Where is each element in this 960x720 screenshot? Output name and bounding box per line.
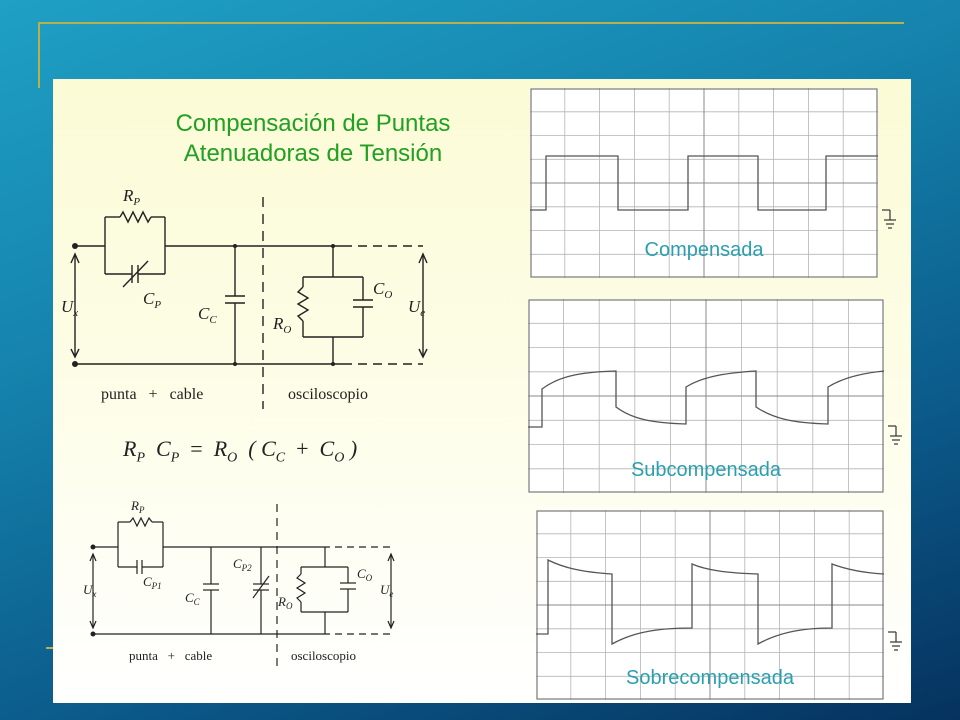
label-cc: $C_C$ — [198, 304, 217, 326]
label-ro: $R_O$ — [273, 314, 292, 336]
circuit-diagram-2 — [73, 494, 413, 674]
label-cp: $C_P$ — [143, 289, 162, 311]
scope-label-compensated: Compensada — [644, 239, 764, 261]
label-probe-cable-2: punta + cable — [129, 648, 213, 663]
label-rp-2: $R_P$ — [131, 498, 145, 515]
label-cp2-2: $C_{P2}$ — [233, 556, 252, 573]
title-line-2: Atenuadoras de Tensión — [183, 140, 443, 167]
title-line-1: Compensación de Puntas — [175, 110, 451, 137]
label-oscilloscope-2: osciloscopio — [291, 648, 356, 663]
label-oscilloscope: osciloscopio — [288, 386, 368, 403]
scope-compensated — [530, 88, 878, 278]
top-accent-line — [38, 22, 904, 24]
left-accent-line — [38, 22, 40, 88]
ground-symbol-1 — [880, 208, 898, 230]
label-co-2: $C_O$ — [357, 566, 373, 583]
slide-title — [53, 109, 573, 169]
label-ro-2: $R_O$ — [278, 594, 293, 611]
label-ux: $U_x$ — [61, 297, 79, 319]
scope-undercompensated — [528, 299, 884, 493]
ground-symbol-3 — [886, 630, 904, 652]
scope-overcompensated — [536, 510, 884, 700]
label-ue-2: $U_e$ — [380, 582, 394, 599]
label-cp1-2: $C_{P1}$ — [143, 574, 162, 591]
ground-symbol-2 — [886, 424, 904, 446]
label-probe-cable: punta + cable — [101, 386, 204, 403]
label-co: $C_O$ — [373, 279, 393, 301]
label-cc-2: $C_C$ — [185, 590, 200, 607]
scope-label-overcompensated: Sobrecompensada — [626, 667, 794, 689]
label-ue: $U_e$ — [408, 297, 426, 319]
label-ux-2: $U_x$ — [83, 582, 97, 599]
label-rp: $R_P$ — [123, 186, 141, 208]
scope-label-undercompensated: Subcompensada — [630, 459, 782, 481]
circuit-diagram-1 — [53, 179, 523, 419]
compensation-equation: $R_P$ $C_P = R_O$ ( $C_C + C_O$ ) — [123, 436, 358, 466]
